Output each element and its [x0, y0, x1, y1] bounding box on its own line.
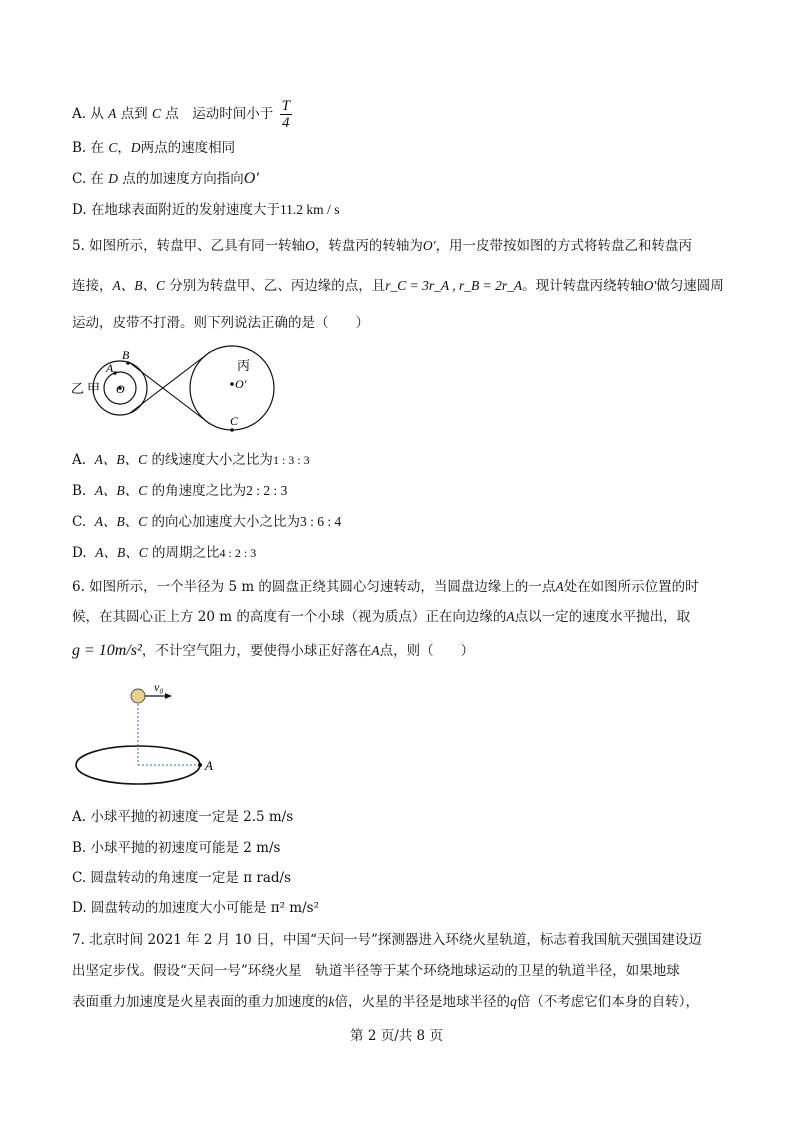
q4-option-b: B. 在 C，D两点的速度相同: [72, 140, 236, 156]
q5-stem-line2: 连接，A、B、C 分别为转盘甲、乙、丙边缘的点，且r_C = 3r_A , r_B = 2r_A。现计转盘丙绕转轴O'做匀速圆周: [72, 278, 724, 294]
fraction-t-over-4: $\frac{T}{4}$: [281, 98, 290, 131]
velocity-arrowhead: [165, 693, 172, 699]
q4-option-a: A. 从 A 点到 C 点 运动时间小于 $\frac{T}{4}$: [72, 98, 290, 131]
ball: [131, 689, 145, 703]
label-C: C: [230, 414, 239, 428]
q6-option-c: C. 圆盘转动的角速度一定是 π rad/s: [72, 870, 292, 886]
label-bing: 丙: [237, 358, 251, 373]
q5-option-a: A. A、B、C 的线速度大小之比为1 : 3 : 3: [72, 452, 310, 468]
q6-option-b: B. 小球平抛的初速度可能是 2 m/s: [72, 840, 281, 856]
q7-stem-line1: 7. 北京时间 2021 年 2 月 10 日，中国“天问一号”探测器进入环绕火星轨道，标志着我国航天强国建设迈: [72, 932, 702, 948]
label-v0: v₀: [154, 680, 164, 694]
q6-stem-line1: 6. 如图所示，一个半径为 5 m 的圆盘正绕其圆心匀速转动，当圆盘边缘上的一点A处在如图所示位置的时: [72, 579, 699, 595]
label-yi: 乙: [71, 381, 85, 396]
point-O-prime: [230, 382, 234, 386]
q5-pulley-diagram: [70, 345, 290, 440]
belt-line-1: [130, 363, 210, 424]
q7-stem-line2: 出坚定步伐。假设“天问一号”环绕火星 轨道半径等于某个环绕地球运动的卫星的轨道半径，如果地球: [72, 963, 680, 979]
point-C: [230, 428, 234, 432]
point-A: [198, 763, 202, 767]
label-O: O: [116, 382, 125, 396]
label-B: B: [122, 348, 130, 362]
label-A: A: [106, 361, 114, 375]
q5-stem-line3: 运动，皮带不打滑。则下列说法正确的是（ ）: [72, 315, 369, 331]
belt-line-2: [130, 352, 210, 413]
q6-projectile-diagram: [72, 677, 232, 787]
q5-stem-line1: 5. 如图所示，转盘甲、乙具有同一转轴O，转盘丙的转轴为O'，用一皮带按如图的方式将转盘乙和转盘丙: [72, 238, 693, 254]
point-A: [113, 371, 117, 375]
q7-stem-line3: 表面重力加速度是火星表面的重力加速度的k倍，火星的半径是地球半径的q倍（不考虑它们本身的自转），: [72, 994, 699, 1010]
q5-option-b: B. A、B、C 的角速度之比为2 : 2 : 3: [72, 483, 288, 499]
page-footer: 第 2 页/共 8 页: [350, 1028, 443, 1044]
q4-option-d: D. 在地球表面附近的发射速度大于11.2 km / s: [72, 202, 340, 218]
label-O-prime: O': [235, 377, 247, 391]
q6-option-d: D. 圆盘转动的加速度大小可能是 π² m/s²: [72, 900, 319, 916]
q6-stem-line2: 候，在其圆心正上方 20 m 的高度有一个小球（视为质点）正在向边缘的A点以一定的速度水平抛出，取: [72, 609, 691, 625]
q5-option-c: C. A、B、C 的向心加速度大小之比为3 : 6 : 4: [72, 514, 342, 530]
q5-option-d: D. A、B、C 的周期之比4 : 2 : 3: [72, 545, 257, 561]
label-jia: 甲: [87, 381, 101, 396]
q6-stem-line3: g = 10m/s²，不计空气阻力，要使得小球正好落在A点，则（ ）: [72, 642, 475, 659]
q6-option-a: A. 小球平抛的初速度一定是 2.5 m/s: [72, 809, 294, 825]
q4-option-c: C. 在 D 点的加速度方向指向O': [72, 170, 259, 187]
label-A: A: [205, 758, 213, 773]
